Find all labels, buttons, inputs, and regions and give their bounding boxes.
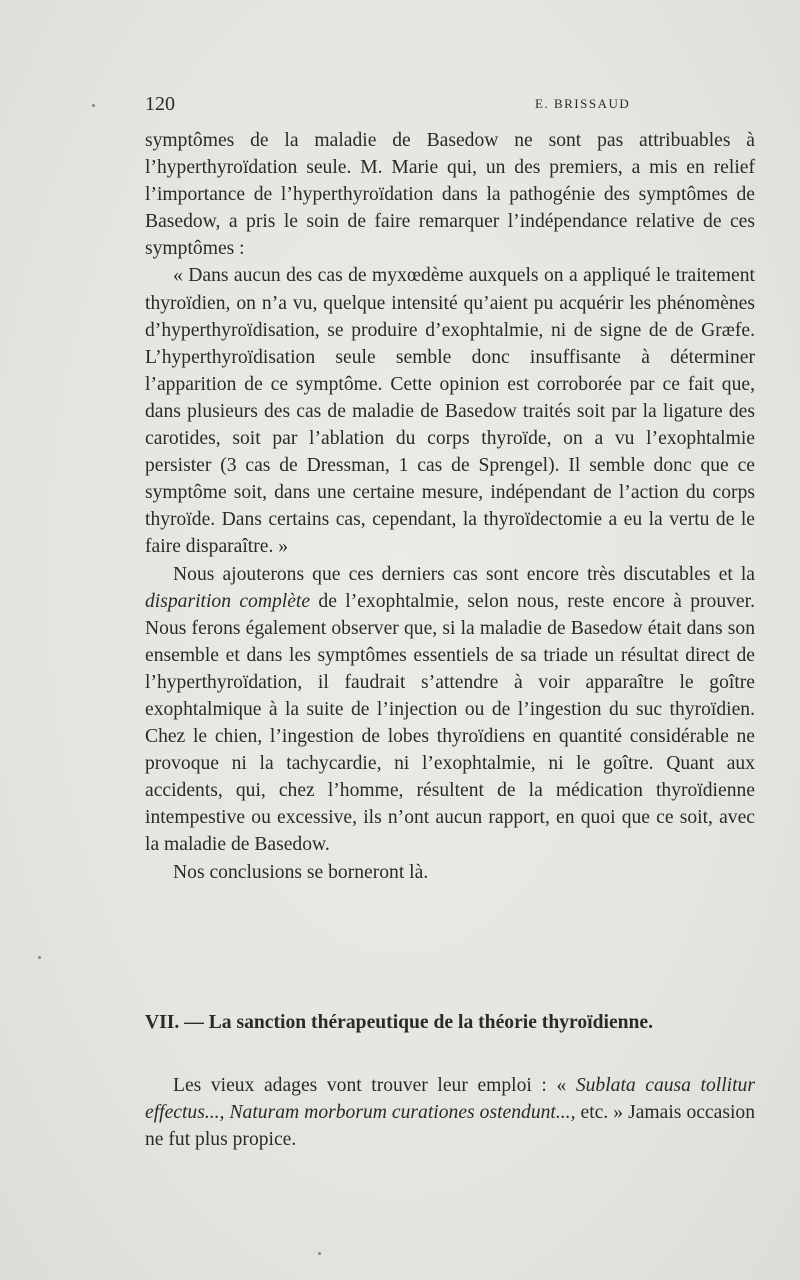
- page-number: 120: [145, 93, 175, 115]
- paragraph-text-start: Nous ajouterons que ces derniers cas sont encore très discutables et la: [173, 563, 755, 585]
- paragraph-conclusion: Nos conclusions se borneront là.: [173, 861, 429, 883]
- latin-quotation: Sublata causa tollitur effectus..., Naturam morborum curationes ostendunt...,: [145, 1075, 755, 1124]
- paper-speck: [38, 956, 41, 959]
- paragraph-discussion: [145, 561, 755, 859]
- paragraph-text-end: de l’exophtalmie, selon nous, reste encore à prouver. Nous ferons également observer que, si la maladie de Basedow était dans son ensemble et dans les symptômes essentiels de sa triade un résultat direct de l’hyperthyroïdation, il faudrait s’attendre à voir apparaître le goître exophtalmique à la suite de l’injection ou de l’ingestion du suc thyroïdien. Chez le chien, l’ingestion de lobes thyroïdiens en quantité considérable ne provoque ni la tachycardie, ni l’exophtalmie, ni le goître. Quant aux accidents, qui, chez l’homme, résultent de la médication thyroïdienne intempestive ou excessive, ils n’ont aucun rapport, en quoi que ce soit, avec la maladie de Basedow.: [145, 590, 755, 856]
- paragraph-continuation: symptômes de la maladie de Basedow ne sont pas attribuables à l’hyperthyroïdation seule. M. Marie qui, un des premiers, a mis en relief l’importance de l’hyperthyroïdation dans la pathogénie des symptômes de Basedow, a pris le soin de faire remarquer l’indépendance relative de ces symptômes :: [145, 130, 755, 260]
- paper-speck: [318, 1252, 321, 1255]
- page-header: [145, 93, 755, 117]
- section-text: [145, 1072, 755, 1153]
- paper-speck: [92, 104, 95, 107]
- running-head: E. BRISSAUD: [535, 96, 631, 111]
- section-dash: —: [184, 1012, 204, 1033]
- paragraph-adages: [145, 1072, 755, 1153]
- section-number: VII.: [145, 1012, 180, 1033]
- adage-outro: etc. » Jamais occasion ne fut plus propice.: [145, 1102, 755, 1151]
- paragraph-quotation: « Dans aucun des cas de myxœdème auxquels on a appliqué le traitement thyroïdien, on n’a vu, quelque intensité qu’aient pu acquérir les phénomènes d’hyperthyroïdisation, se produire d’exophtalmie, ni de signe de de Græfe. L’hyperthyroïdisation seule semble donc insuffisante à déterminer l’apparition de ce symptôme. Cette opinion est corroborée par ce fait que, dans plusieurs des cas de maladie de Basedow traités soit par la ligature des carotides, soit par l’ablation du corps thyroïde, on a vu l’exophtalmie persister (3 cas de Dressman, 1 cas de Sprengel). Il semble donc que ce symptôme soit, dans une certaine mesure, indépendant de l’action du corps thyroïde. Dans certains cas, cependant, la thyroïdectomie a eu la vertu de le faire disparaître. »: [145, 265, 755, 558]
- italic-phrase: disparition complète: [145, 590, 311, 612]
- section-title: La sanction thérapeutique de la théorie thyroïdienne.: [208, 1012, 654, 1033]
- main-text: [145, 127, 755, 886]
- section-heading: [145, 1012, 755, 1034]
- adage-intro: Les vieux adages vont trouver leur emploi : «: [173, 1075, 576, 1096]
